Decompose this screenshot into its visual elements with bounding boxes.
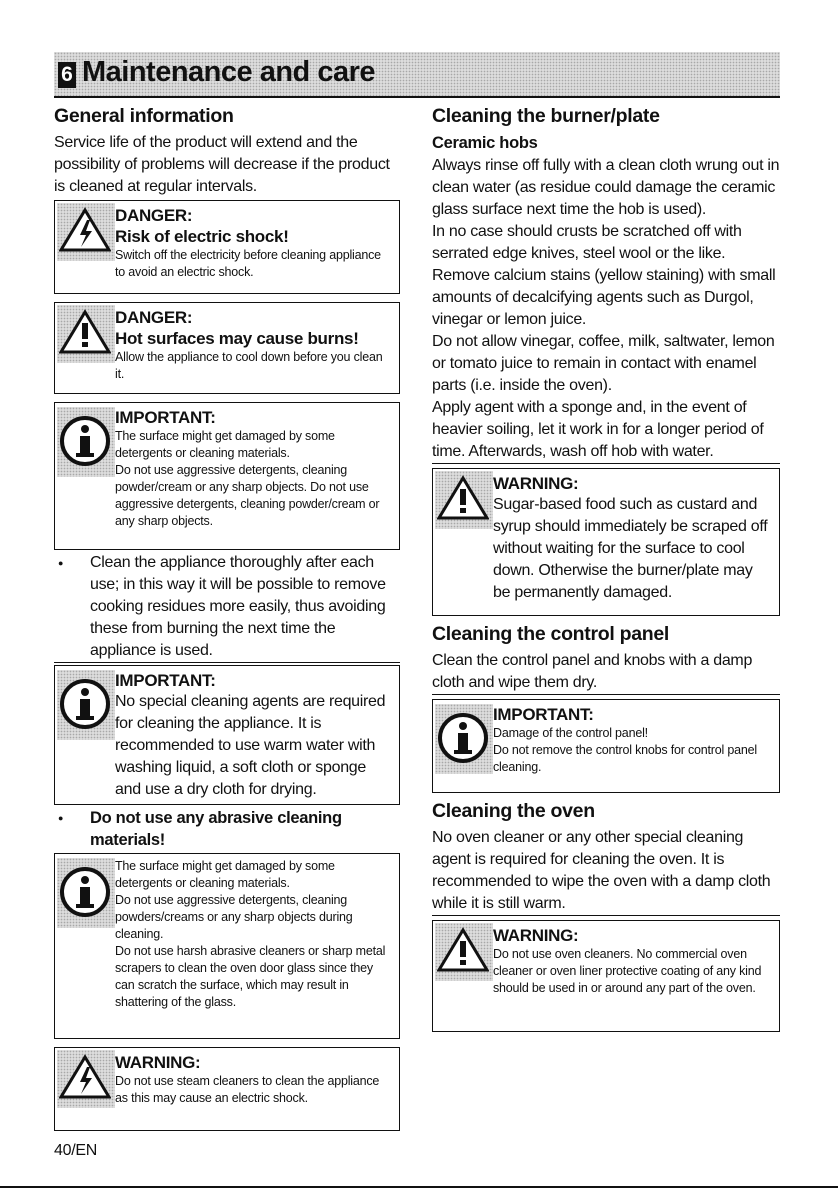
- danger-title: DANGER:: [115, 206, 193, 225]
- exclamation-warning-icon: [437, 475, 489, 521]
- warning-oven-box: [432, 920, 780, 1032]
- important-control-box: [432, 699, 780, 793]
- warning-sugar-box: [432, 468, 780, 616]
- warning-title: WARNING:: [493, 926, 579, 945]
- danger-text: Switch off the electricity before cleaning appliance to avoid an electric shock.: [115, 248, 381, 279]
- header-rule: [54, 96, 780, 98]
- important-surface-box: [54, 402, 400, 550]
- control-panel-heading: Cleaning the control panel: [432, 623, 670, 645]
- important-title: IMPORTANT:: [115, 408, 216, 427]
- ceramic-text: Apply agent with a sponge and, in the event of heavier soiling, let it work in for a longer period of time. Afterwards, wash off hob with water.: [432, 397, 780, 464]
- danger-hot-box: [54, 302, 400, 394]
- oven-heading: Cleaning the oven: [432, 800, 595, 822]
- important-text: The surface might get damaged by some detergents or cleaning materials.: [115, 429, 335, 460]
- general-info-text: Service life of the product will extend and the possibility of problems will decrease if the product is cleaned at regular intervals.: [54, 134, 390, 195]
- left-column: [54, 104, 400, 1139]
- danger-shock-box: [54, 200, 400, 294]
- section-title: Maintenance and care: [82, 56, 375, 88]
- info-text: Do not use aggressive detergents, cleaning powders/creams or any sharp objects during cleaning.: [115, 893, 353, 941]
- electric-shock-warning-icon: [59, 207, 111, 253]
- info-icon: [59, 678, 111, 730]
- danger-title: DANGER:: [115, 308, 193, 327]
- warning-text: Do not use oven cleaners. No commercial oven cleaner or oven liner protective coating of any kind should be used in or around any part of the oven.: [493, 947, 762, 995]
- warning-title: WARNING:: [493, 474, 579, 493]
- exclamation-warning-icon: [59, 309, 111, 355]
- list-item: ● Clean the appliance thoroughly after each use; in this way it will be possible to remove cooking residues more easily, thus avoiding these from burning the next time the appliance is used.: [54, 552, 400, 663]
- ceramic-text: Always rinse off fully with a clean cloth wrung out in clean water (as residue could damage the ceramic glass surface next time the hob is used).: [432, 157, 780, 218]
- important-agents-box: [54, 665, 400, 805]
- abrasive-info-box: [54, 853, 400, 1039]
- oven-text: No oven cleaner or any other special cleaning agent is required for cleaning the oven. It is recommended to wipe the oven with a damp cloth while it is still warm.: [432, 827, 780, 916]
- important-text: Damage of the control panel!: [493, 726, 648, 740]
- exclamation-warning-icon: [437, 927, 489, 973]
- danger-subtitle: Risk of electric shock!: [115, 227, 289, 246]
- warning-title: WARNING:: [115, 1053, 201, 1072]
- list-item: ● Do not use any abrasive cleaning materials!: [54, 807, 400, 851]
- general-info-heading: General information: [54, 105, 234, 127]
- ceramic-text: In no case should crusts be scratched off with serrated edge knives, steel wool or the like.: [432, 223, 742, 262]
- ceramic-text: Remove calcium stains (yellow staining) with small amounts of decalcifying agents such as Durgol, vinegar or lemon juice.: [432, 267, 776, 328]
- info-text: The surface might get damaged by some detergents or cleaning materials.: [115, 859, 335, 890]
- warning-text: Do not use steam cleaners to clean the appliance as this may cause an electric shock.: [115, 1074, 380, 1105]
- ceramic-text: Do not allow vinegar, coffee, milk, saltwater, lemon or tomato juice to remain in contact with enamel parts (i.e. inside the oven).: [432, 333, 775, 394]
- electric-shock-warning-icon: [59, 1054, 111, 1100]
- burner-heading: Cleaning the burner/plate: [432, 105, 660, 127]
- warning-steam-box: [54, 1047, 400, 1131]
- page-number: 40/EN: [54, 1142, 97, 1159]
- section-number: 6: [58, 62, 76, 88]
- info-text: Do not use harsh abrasive cleaners or sharp metal scrapers to clean the oven door glass since they can scratch the surface, which may result in shattering of the glass.: [115, 944, 386, 1009]
- danger-text: Allow the appliance to cool down before you clean it.: [115, 350, 383, 381]
- warning-text: Sugar-based food such as custard and syrup should immediately be scraped off without waiting for the surface to cool down. Otherwise the burner/plate may be permanently damaged.: [493, 496, 768, 601]
- important-text: No special cleaning agents are required for cleaning the appliance. It is recommended to use warm water with washing liquid, a soft cloth or sponge and use a dry cloth for drying.: [115, 693, 386, 798]
- important-title: IMPORTANT:: [115, 671, 216, 690]
- bottom-rule: [0, 1186, 838, 1188]
- ceramic-subheading: Ceramic hobs: [432, 134, 538, 152]
- important-text: Do not use aggressive detergents, cleaning powder/cream or any sharp objects. Do not use aggressive detergents, cleaning powder/cream or any sharp objects.: [115, 463, 380, 528]
- important-text: Do not remove the control knobs for control panel cleaning.: [493, 743, 757, 774]
- danger-subtitle: Hot surfaces may cause burns!: [115, 329, 359, 348]
- right-column: [432, 104, 780, 1040]
- info-icon: [437, 712, 489, 764]
- important-title: IMPORTANT:: [493, 705, 594, 724]
- info-icon: [59, 866, 111, 918]
- info-icon: [59, 415, 111, 467]
- control-panel-text: Clean the control panel and knobs with a damp cloth and wipe them dry.: [432, 650, 780, 695]
